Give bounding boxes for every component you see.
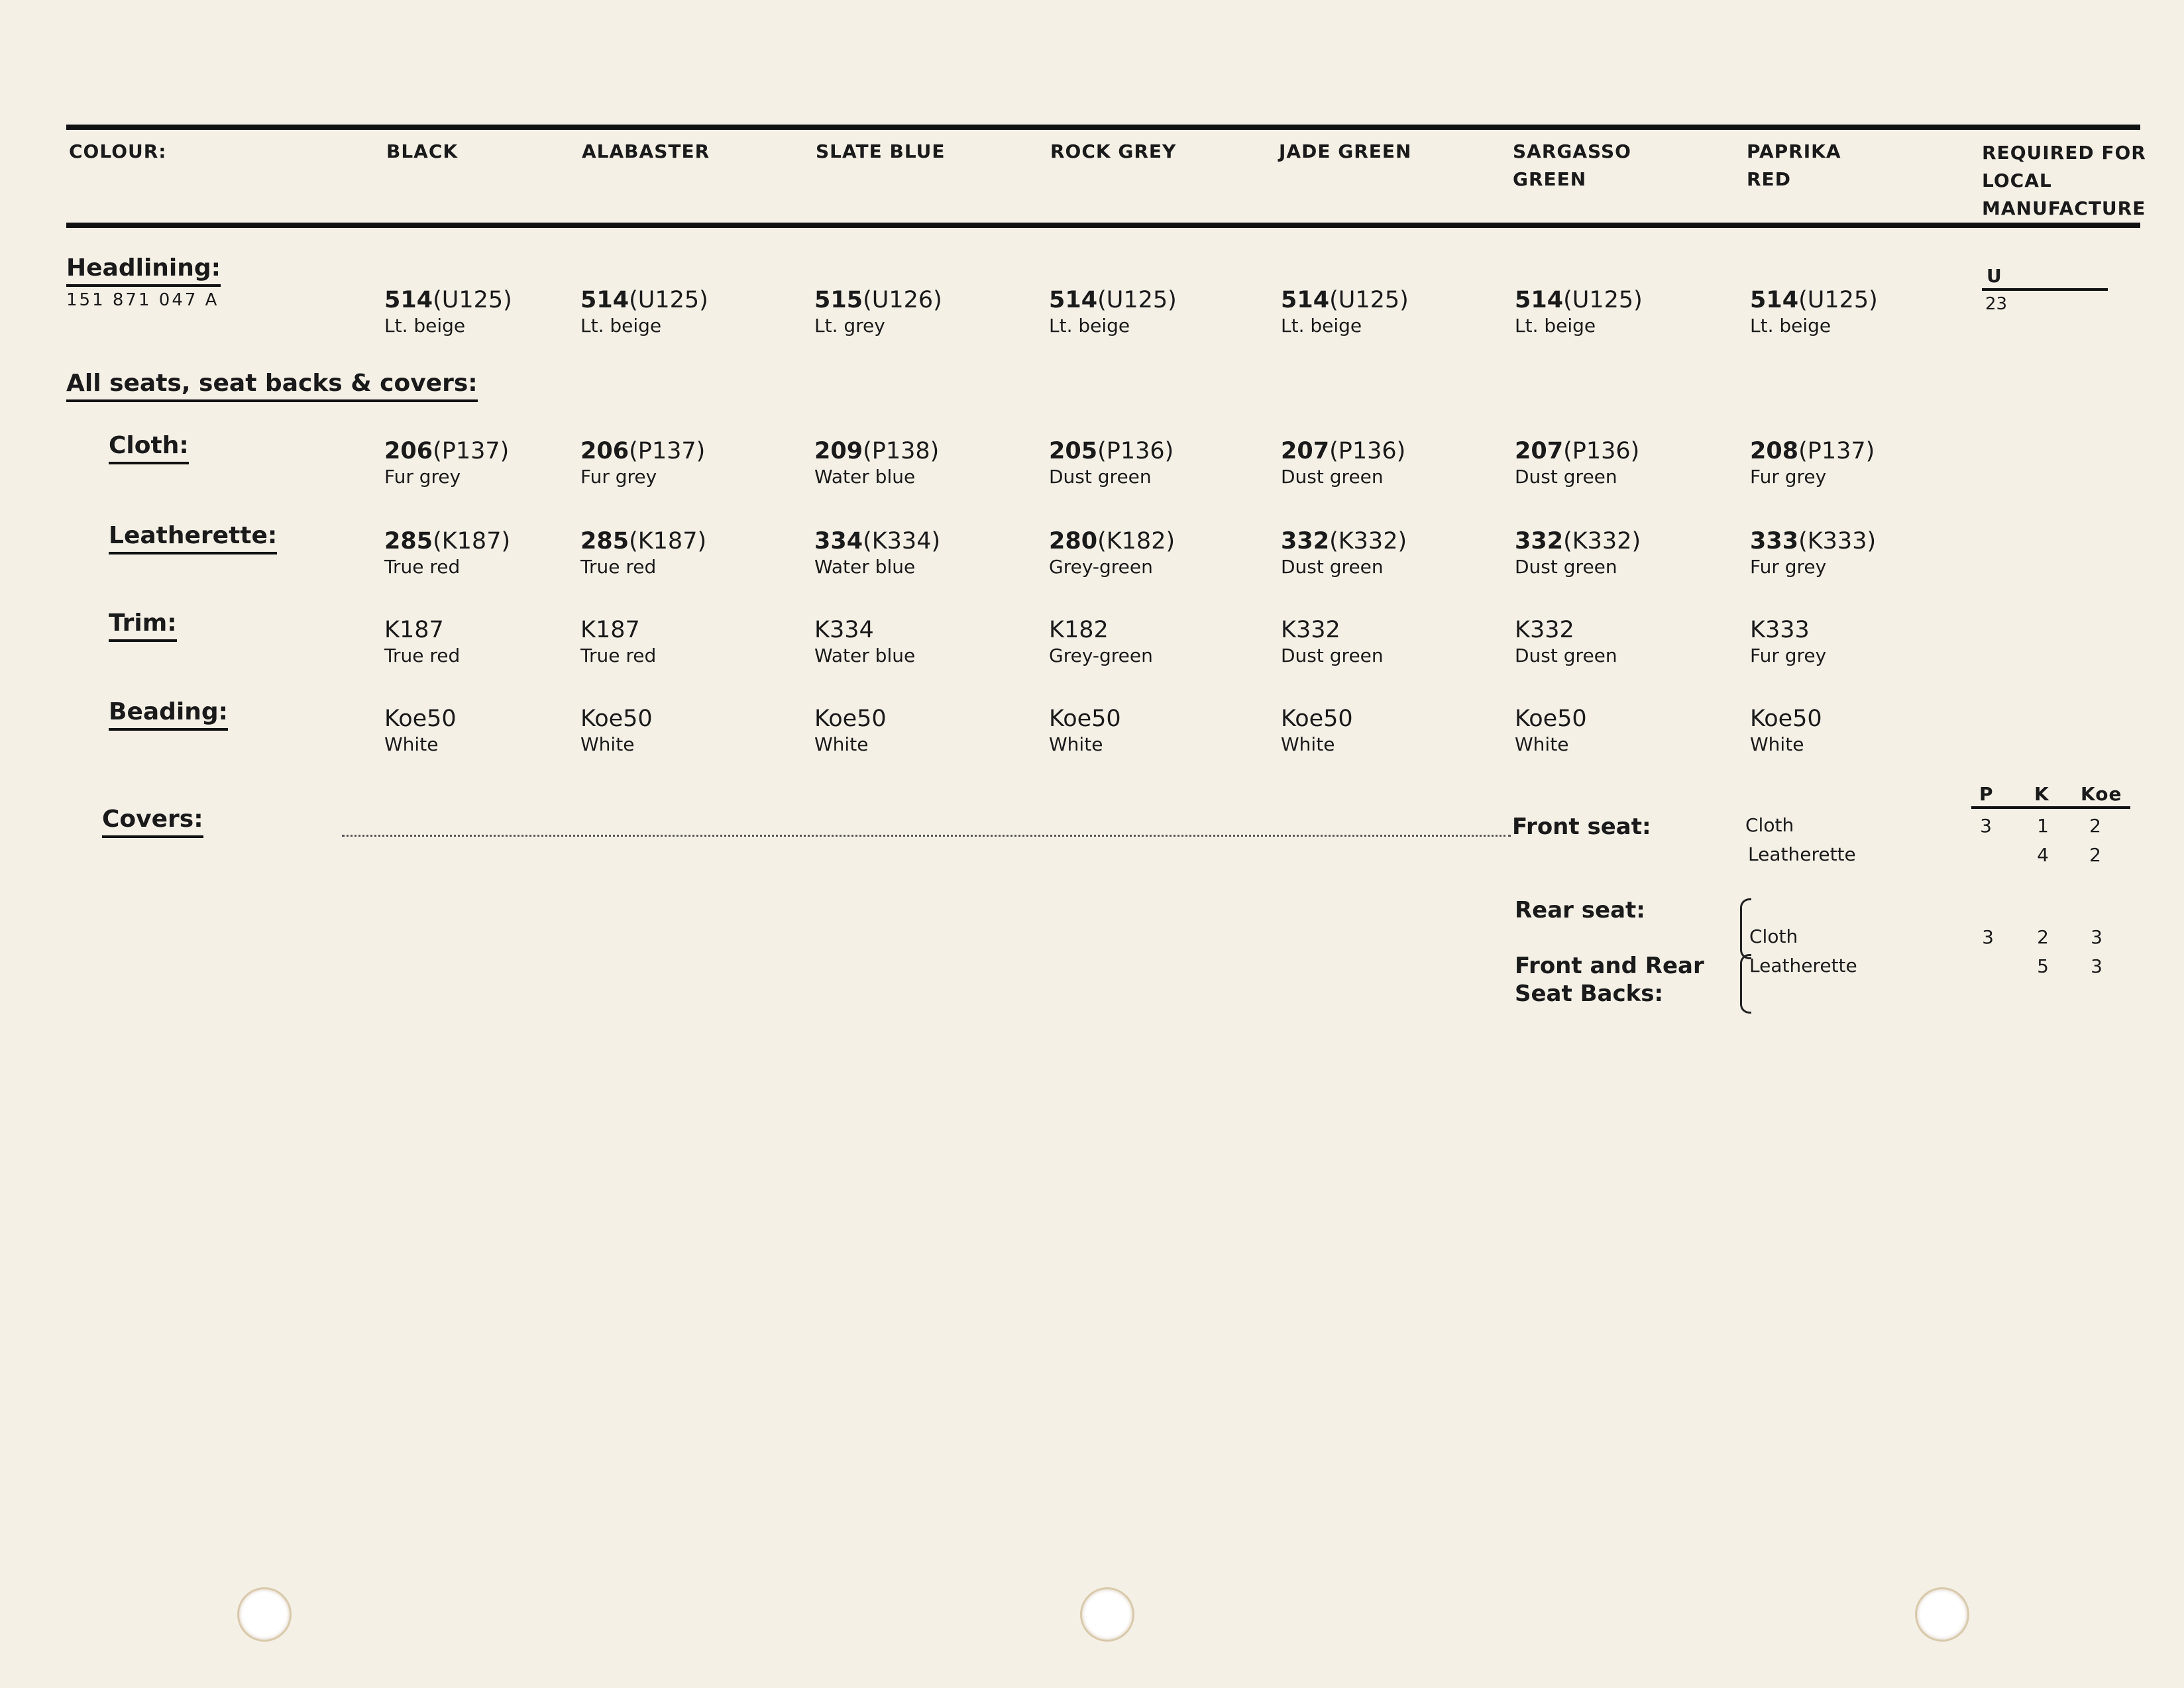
headlining-description: Lt. beige: [1750, 315, 1831, 337]
front-cloth-p: 3: [1980, 815, 1992, 837]
cloth-description: Fur grey: [384, 466, 461, 488]
rear-cloth-p: 3: [1982, 926, 1994, 948]
section-all-seats: All seats, seat backs & covers:: [66, 370, 478, 402]
trim-code: K187: [384, 617, 444, 643]
trim-code: K334: [814, 617, 874, 643]
row-label-trim: Trim:: [109, 609, 177, 642]
headlining-cell: [580, 286, 708, 338]
header-bottom-rule: [66, 223, 2140, 228]
leatherette-description: Dust green: [1515, 556, 1617, 578]
headlining-part-number: 151 871 047 A: [66, 290, 219, 310]
beading-description: White: [384, 733, 439, 755]
headlining-code: 514(U125): [384, 287, 512, 313]
headlining-cell: [1281, 286, 1409, 338]
beading-code: Koe50: [384, 706, 457, 732]
binder-hole-left: [237, 1587, 292, 1642]
headlining-cell: [384, 286, 512, 338]
beading-cell: [1281, 705, 1353, 757]
beading-cell: [1049, 705, 1121, 757]
beading-description: White: [1049, 733, 1103, 755]
cloth-description: Fur grey: [580, 466, 657, 488]
leatherette-description: True red: [384, 556, 461, 578]
trim-cell: [814, 616, 915, 668]
leatherette-description: True red: [580, 556, 657, 578]
column-header-sargasso-green: SARGASSO GREEN: [1513, 140, 1631, 190]
section-covers: Covers:: [102, 806, 203, 838]
req-header-p: P: [1979, 783, 1994, 805]
trim-cell: [384, 616, 460, 668]
binder-hole-right: [1915, 1587, 1969, 1642]
headlining-code: 514(U125): [1049, 287, 1177, 313]
rear-leatherette-k: 5: [2037, 955, 2049, 977]
leatherette-code: 332(K332): [1515, 528, 1641, 554]
rear-cloth-koe: 3: [2091, 926, 2102, 948]
headlining-cell: [1515, 286, 1643, 338]
beading-cell: [1515, 705, 1587, 757]
cloth-description: Dust green: [1281, 466, 1384, 488]
req-header-k: K: [2034, 783, 2049, 805]
leatherette-description: Grey-green: [1049, 556, 1153, 578]
headlining-description: Lt. grey: [814, 315, 885, 337]
front-leatherette-k: 4: [2037, 844, 2049, 866]
leatherette-code: 285(K187): [384, 528, 511, 554]
beading-cell: [384, 705, 457, 757]
cloth-code: 205(P136): [1049, 438, 1174, 464]
beading-code: Koe50: [1049, 706, 1121, 732]
cloth-cell: [1515, 437, 1639, 489]
trim-cell: [1750, 616, 1826, 668]
cloth-cell: [814, 437, 939, 489]
cloth-cell: [1049, 437, 1174, 489]
beading-description: White: [1515, 733, 1569, 755]
beading-cell: [580, 705, 653, 757]
leatherette-code: 285(K187): [580, 528, 707, 554]
headlining-code: 515(U126): [814, 287, 942, 313]
beading-description: White: [580, 733, 635, 755]
beading-code: Koe50: [1750, 706, 1822, 732]
front-cloth-label: Cloth: [1745, 814, 1794, 836]
leatherette-cell: [814, 527, 940, 579]
row-label-leatherette: Leatherette:: [109, 522, 277, 554]
trim-code: K332: [1281, 617, 1340, 643]
row-label-cloth: Cloth:: [109, 432, 189, 464]
beading-code: Koe50: [814, 706, 887, 732]
leatherette-cell: [384, 527, 510, 579]
cloth-description: Dust green: [1515, 466, 1617, 488]
headlining-description: Lt. beige: [384, 315, 466, 337]
beading-cell: [1750, 705, 1822, 757]
beading-code: Koe50: [1281, 706, 1353, 732]
leatherette-code: 332(K332): [1281, 528, 1407, 554]
front-cloth-koe: 2: [2089, 815, 2101, 837]
rear-leatherette-koe: 3: [2091, 955, 2102, 977]
seat-backs-label-line2: Seat Backs:: [1515, 980, 1664, 1007]
trim-cell: [1515, 616, 1617, 668]
headlining-req-value: 23: [1985, 294, 2008, 314]
trim-description: Dust green: [1515, 645, 1617, 666]
cloth-cell: [1750, 437, 1875, 489]
leatherette-code: 280(K182): [1049, 528, 1175, 554]
trim-code: K182: [1049, 617, 1109, 643]
beading-code: Koe50: [580, 706, 653, 732]
rear-seat-label: Rear seat:: [1515, 897, 1645, 923]
headlining-code: 514(U125): [580, 287, 708, 313]
beading-code: Koe50: [1515, 706, 1587, 732]
leatherette-cell: [1515, 527, 1641, 579]
headlining-code: 514(U125): [1750, 287, 1878, 313]
trim-description: True red: [580, 645, 657, 666]
beading-description: White: [1281, 733, 1335, 755]
colour-label: COLOUR:: [69, 140, 167, 162]
section-headlining: Headlining:: [66, 254, 221, 287]
column-header-required: REQUIRED FOR LOCAL MANUFACTURE: [1982, 142, 2146, 219]
column-header-rock-grey: ROCK GREY: [1050, 140, 1177, 162]
trim-cell: [1049, 616, 1153, 668]
rear-cloth-label: Cloth: [1749, 925, 1798, 947]
covers-req-rule: [1971, 806, 2130, 809]
rear-cloth-k: 2: [2037, 926, 2049, 948]
cloth-code: 207(P136): [1281, 438, 1406, 464]
headlining-description: Lt. beige: [1281, 315, 1362, 337]
front-cloth-k: 1: [2037, 815, 2049, 837]
trim-description: True red: [384, 645, 461, 666]
cloth-code: 206(P137): [384, 438, 510, 464]
column-header-slate-blue: SLATE BLUE: [816, 140, 946, 162]
binder-hole-center: [1080, 1587, 1134, 1642]
cloth-code: 209(P138): [814, 438, 940, 464]
headlining-cell: [1750, 286, 1878, 338]
leatherette-cell: [1049, 527, 1175, 579]
trim-cell: [580, 616, 656, 668]
trim-description: Water blue: [814, 645, 916, 666]
front-leatherette-koe: 2: [2089, 844, 2101, 866]
column-header-alabaster: ALABASTER: [582, 140, 710, 162]
leatherette-cell: [580, 527, 706, 579]
front-leatherette-label: Leatherette: [1748, 843, 1856, 865]
trim-code: K332: [1515, 617, 1574, 643]
cloth-description: Water blue: [814, 466, 916, 488]
cloth-description: Fur grey: [1750, 466, 1827, 488]
trim-description: Fur grey: [1750, 645, 1827, 666]
column-header-paprika-red: PAPRIKA RED: [1747, 140, 1841, 190]
front-seat-label: Front seat:: [1512, 814, 1651, 840]
headlining-req-header: U: [1987, 265, 2002, 287]
leatherette-description: Dust green: [1281, 556, 1384, 578]
cloth-description: Dust green: [1049, 466, 1152, 488]
leatherette-description: Fur grey: [1750, 556, 1827, 578]
trim-code: K187: [580, 617, 640, 643]
leatherette-cell: [1750, 527, 1876, 579]
header-top-rule: [66, 125, 2140, 130]
leatherette-code: 333(K333): [1750, 528, 1877, 554]
headlining-cell: [814, 286, 942, 338]
leatherette-cell: [1281, 527, 1407, 579]
headlining-description: Lt. beige: [1515, 315, 1596, 337]
cloth-cell: [384, 437, 509, 489]
trim-code: K333: [1750, 617, 1810, 643]
beading-description: White: [1750, 733, 1804, 755]
cloth-code: 207(P136): [1515, 438, 1640, 464]
headlining-description: Lt. beige: [580, 315, 662, 337]
headlining-description: Lt. beige: [1049, 315, 1130, 337]
beading-cell: [814, 705, 887, 757]
cloth-cell: [580, 437, 705, 489]
beading-description: White: [814, 733, 869, 755]
cloth-code: 208(P137): [1750, 438, 1875, 464]
rear-leatherette-label: Leatherette: [1749, 955, 1857, 976]
headlining-cell: [1049, 286, 1177, 338]
leatherette-code: 334(K334): [814, 528, 941, 554]
seat-backs-label-line1: Front and Rear: [1515, 953, 1704, 979]
covers-leader-dots: [342, 835, 1511, 837]
headlining-code: 514(U125): [1281, 287, 1409, 313]
trim-cell: [1281, 616, 1384, 668]
headlining-req-rule: [1982, 288, 2108, 291]
column-header-jade-green: JADE GREEN: [1279, 140, 1412, 162]
cloth-cell: [1281, 437, 1405, 489]
trim-description: Dust green: [1281, 645, 1384, 666]
req-header-koe: Koe: [2081, 783, 2122, 805]
column-header-black: BLACK: [386, 140, 459, 162]
headlining-code: 514(U125): [1515, 287, 1643, 313]
row-label-beading: Beading:: [109, 698, 228, 731]
cloth-code: 206(P137): [580, 438, 706, 464]
leatherette-description: Water blue: [814, 556, 916, 578]
trim-description: Grey-green: [1049, 645, 1153, 666]
